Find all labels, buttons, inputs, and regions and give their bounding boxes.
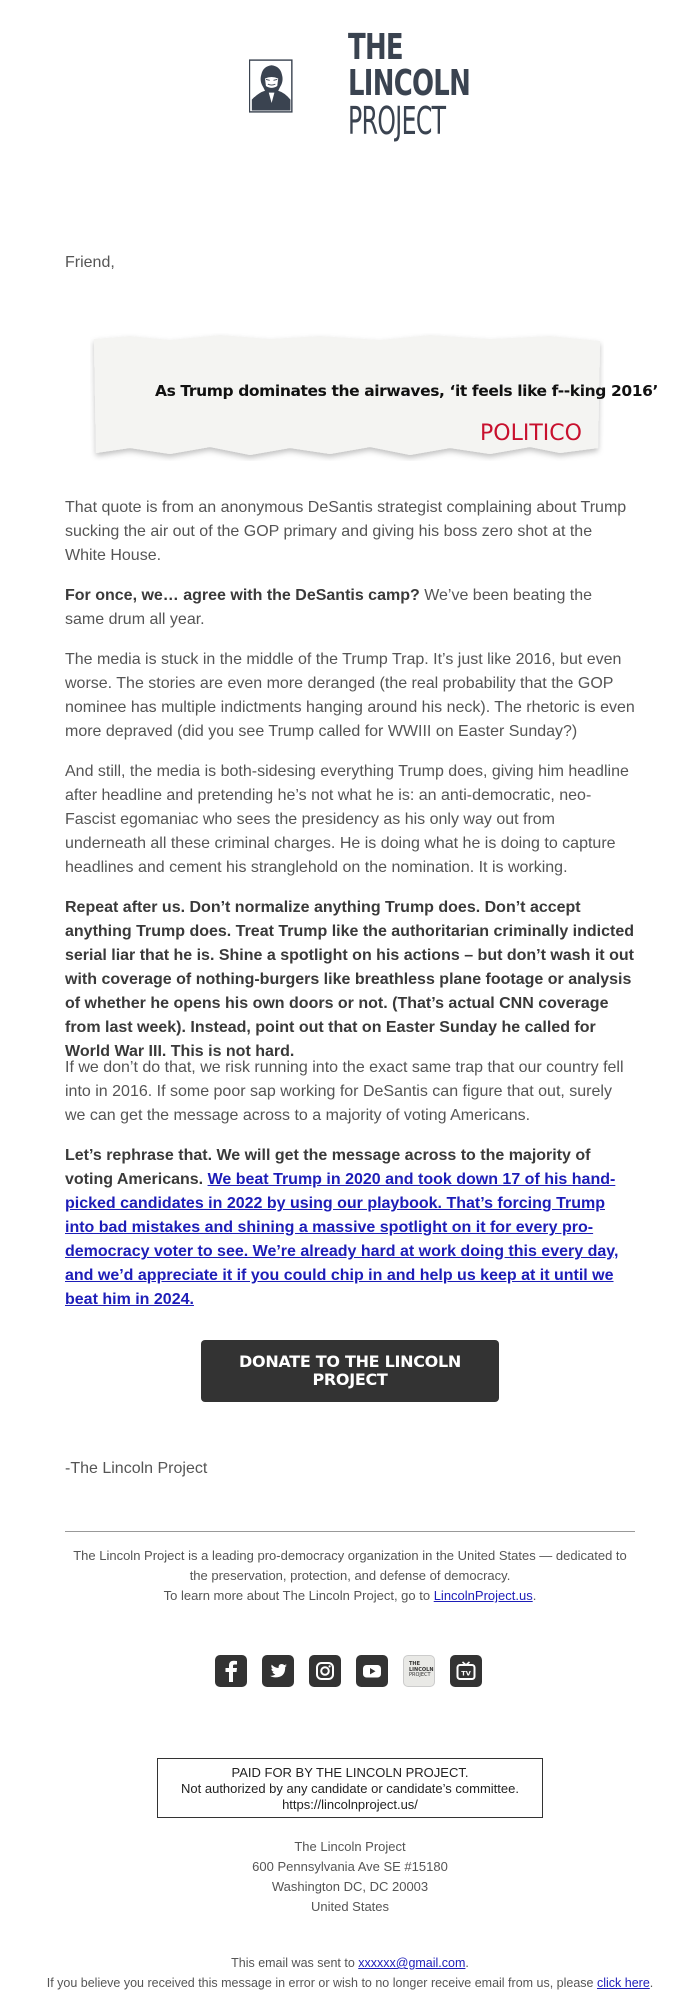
svg-text:TV: TV	[461, 1669, 471, 1678]
sent-suffix: .	[465, 1956, 469, 1970]
podcast-label-1: THE	[409, 1661, 421, 1667]
twitter-icon[interactable]	[262, 1655, 294, 1687]
paragraph-6	[65, 1056, 635, 1128]
paid-line-2: Not authorized by any candidate or candidate’s committee.	[181, 1781, 519, 1796]
paragraph-4-text: And still, the media is both-sidesing everything Trump does, giving him headline after headline and pretending he’s not what he is: an anti-democratic, neo-Fascist egomaniac who sees the presidency as his only way out from underneath all these criminal charges. He is doing what he is doing to capture headlines and cement his stranglehold on the nomination. It is working.	[65, 763, 629, 876]
paragraph-2-rest: We’ve been beating the same drum all year.	[65, 587, 593, 628]
logo-line-lincoln: LINCOLN	[348, 63, 471, 104]
sent-prefix: This email was sent to	[231, 1956, 359, 1970]
paragraph-4	[65, 760, 635, 880]
clipping-headline: As Trump dominates the airwaves, ‘it feels like f--king 2016’	[155, 382, 658, 400]
donate-button[interactable]: DONATE TO THE LINCOLN PROJECT	[201, 1340, 499, 1402]
address-city: Washington DC, DC 20003	[271, 1879, 429, 1894]
mailing-address	[65, 1837, 635, 1917]
unsubscribe-line	[0, 1973, 700, 1993]
footer-divider	[65, 1531, 635, 1532]
paragraph-3	[65, 648, 635, 744]
podcast-label-3: PROJECT	[409, 1672, 431, 1678]
sent-to-line	[0, 1953, 700, 1973]
paragraph-7-donate-link[interactable]: We beat Trump in 2020 and took down 17 of his hand-picked candidates in 2022 by using our playbook. That’s forcing Trump into bad mistakes and shining a massive spotlight on it for every pro-democracy voter to see. We’re already hard at work doing this every day, and we’d appreciate it if you could chip in and help us keep at it until we beat him in 2024.	[65, 1171, 619, 1308]
podcast-label-2: LINCOLN	[409, 1666, 434, 1673]
logo-line-the: THE	[348, 27, 403, 68]
footer-blurb	[65, 1546, 635, 1606]
facebook-icon[interactable]	[215, 1655, 247, 1687]
paragraph-5	[65, 896, 635, 1064]
paragraph-7	[65, 1144, 635, 1312]
paragraph-2-bold: For once, we… agree with the DeSantis camp?	[65, 587, 420, 604]
address-street: 600 Pennsylvania Ave SE #15180	[252, 1859, 448, 1874]
paragraph-6-text: If we don’t do that, we risk running into the exact same trap that our country fell into in 2016. If some poor sap working for DeSantis can figure that out, surely we can get the message across to a majority of voting Americans.	[65, 1059, 624, 1124]
footer-learn-more	[65, 1586, 635, 1606]
paragraph-2	[65, 584, 635, 632]
paragraph-7-bold: Let’s rephrase that. We will get the message across to the majority of voting Americans.	[65, 1147, 591, 1188]
lincoln-portrait-icon	[249, 30, 346, 142]
footer-learn-suffix: .	[532, 1588, 537, 1603]
footer-mission: The Lincoln Project is a leading pro-democracy organization in the United States — dedicated to the preservation, protection, and defense of democracy.	[73, 1548, 627, 1583]
logo-wordmark	[348, 27, 471, 143]
paid-line-1: PAID FOR BY THE LINCOLN PROJECT.	[231, 1765, 469, 1780]
unsub-suffix: .	[649, 1976, 654, 1990]
social-links	[215, 1655, 485, 1687]
instagram-icon[interactable]	[309, 1655, 341, 1687]
paragraph-3-text: The media is stuck in the middle of the Trump Trap. It’s just like 2016, but even worse. The stories are even more deranged (the real probability that the GOP nominee has multiple indictments hanging around his neck). The rhetoric is even more depraved (did you see Trump called for WWIII on Easter Sunday?)	[65, 651, 635, 740]
paragraph-5-text: Repeat after us. Don’t normalize anything Trump does. Don’t accept anything Trump does. Treat Trump like the authoritarian criminally indicted serial liar that he is. Shine a spotlight on his actions – but don’t wash it out with coverage of nothing-burgers like breathless plane footage or analysis of whether he opens his own doors or not. (That’s actual CNN coverage from last week). Instead, point out that on Easter Sunday he called for World War III. This is not hard.	[65, 899, 634, 1060]
paid-line-3: https://lincolnproject.us/	[282, 1797, 418, 1812]
paragraph-1-text: That quote is from an anonymous DeSantis strategist complaining about Trump sucking the air out of the GOP primary and giving his boss zero shot at the White House.	[65, 499, 627, 564]
greeting: Friend,	[65, 254, 115, 271]
tv-icon[interactable]	[450, 1655, 482, 1687]
podcast-thumbnail[interactable]	[403, 1655, 435, 1687]
unsubscribe-link[interactable]: click here	[596, 1976, 650, 1990]
unsub-prefix: If you believe you received this message in error or wish to no longer receive email from us, please	[46, 1976, 597, 1990]
email-footer-notice	[0, 1953, 700, 1993]
youtube-icon[interactable]	[356, 1655, 388, 1687]
address-country: United States	[310, 1899, 390, 1914]
paragraph-1	[65, 496, 635, 568]
signoff: -The Lincoln Project	[65, 1460, 208, 1477]
footer-learn-prefix: To learn more about The Lincoln Project, go to	[163, 1588, 434, 1603]
address-name: The Lincoln Project	[294, 1839, 406, 1854]
logo-line-project: PROJECT	[348, 99, 446, 143]
paid-for-disclaimer	[157, 1758, 543, 1818]
recipient-email-link[interactable]: xxxxxx@gmail.com	[358, 1956, 466, 1970]
lincolnproject-link[interactable]: LincolnProject.us	[433, 1588, 533, 1603]
clipping-source: POLITICO	[480, 421, 582, 446]
